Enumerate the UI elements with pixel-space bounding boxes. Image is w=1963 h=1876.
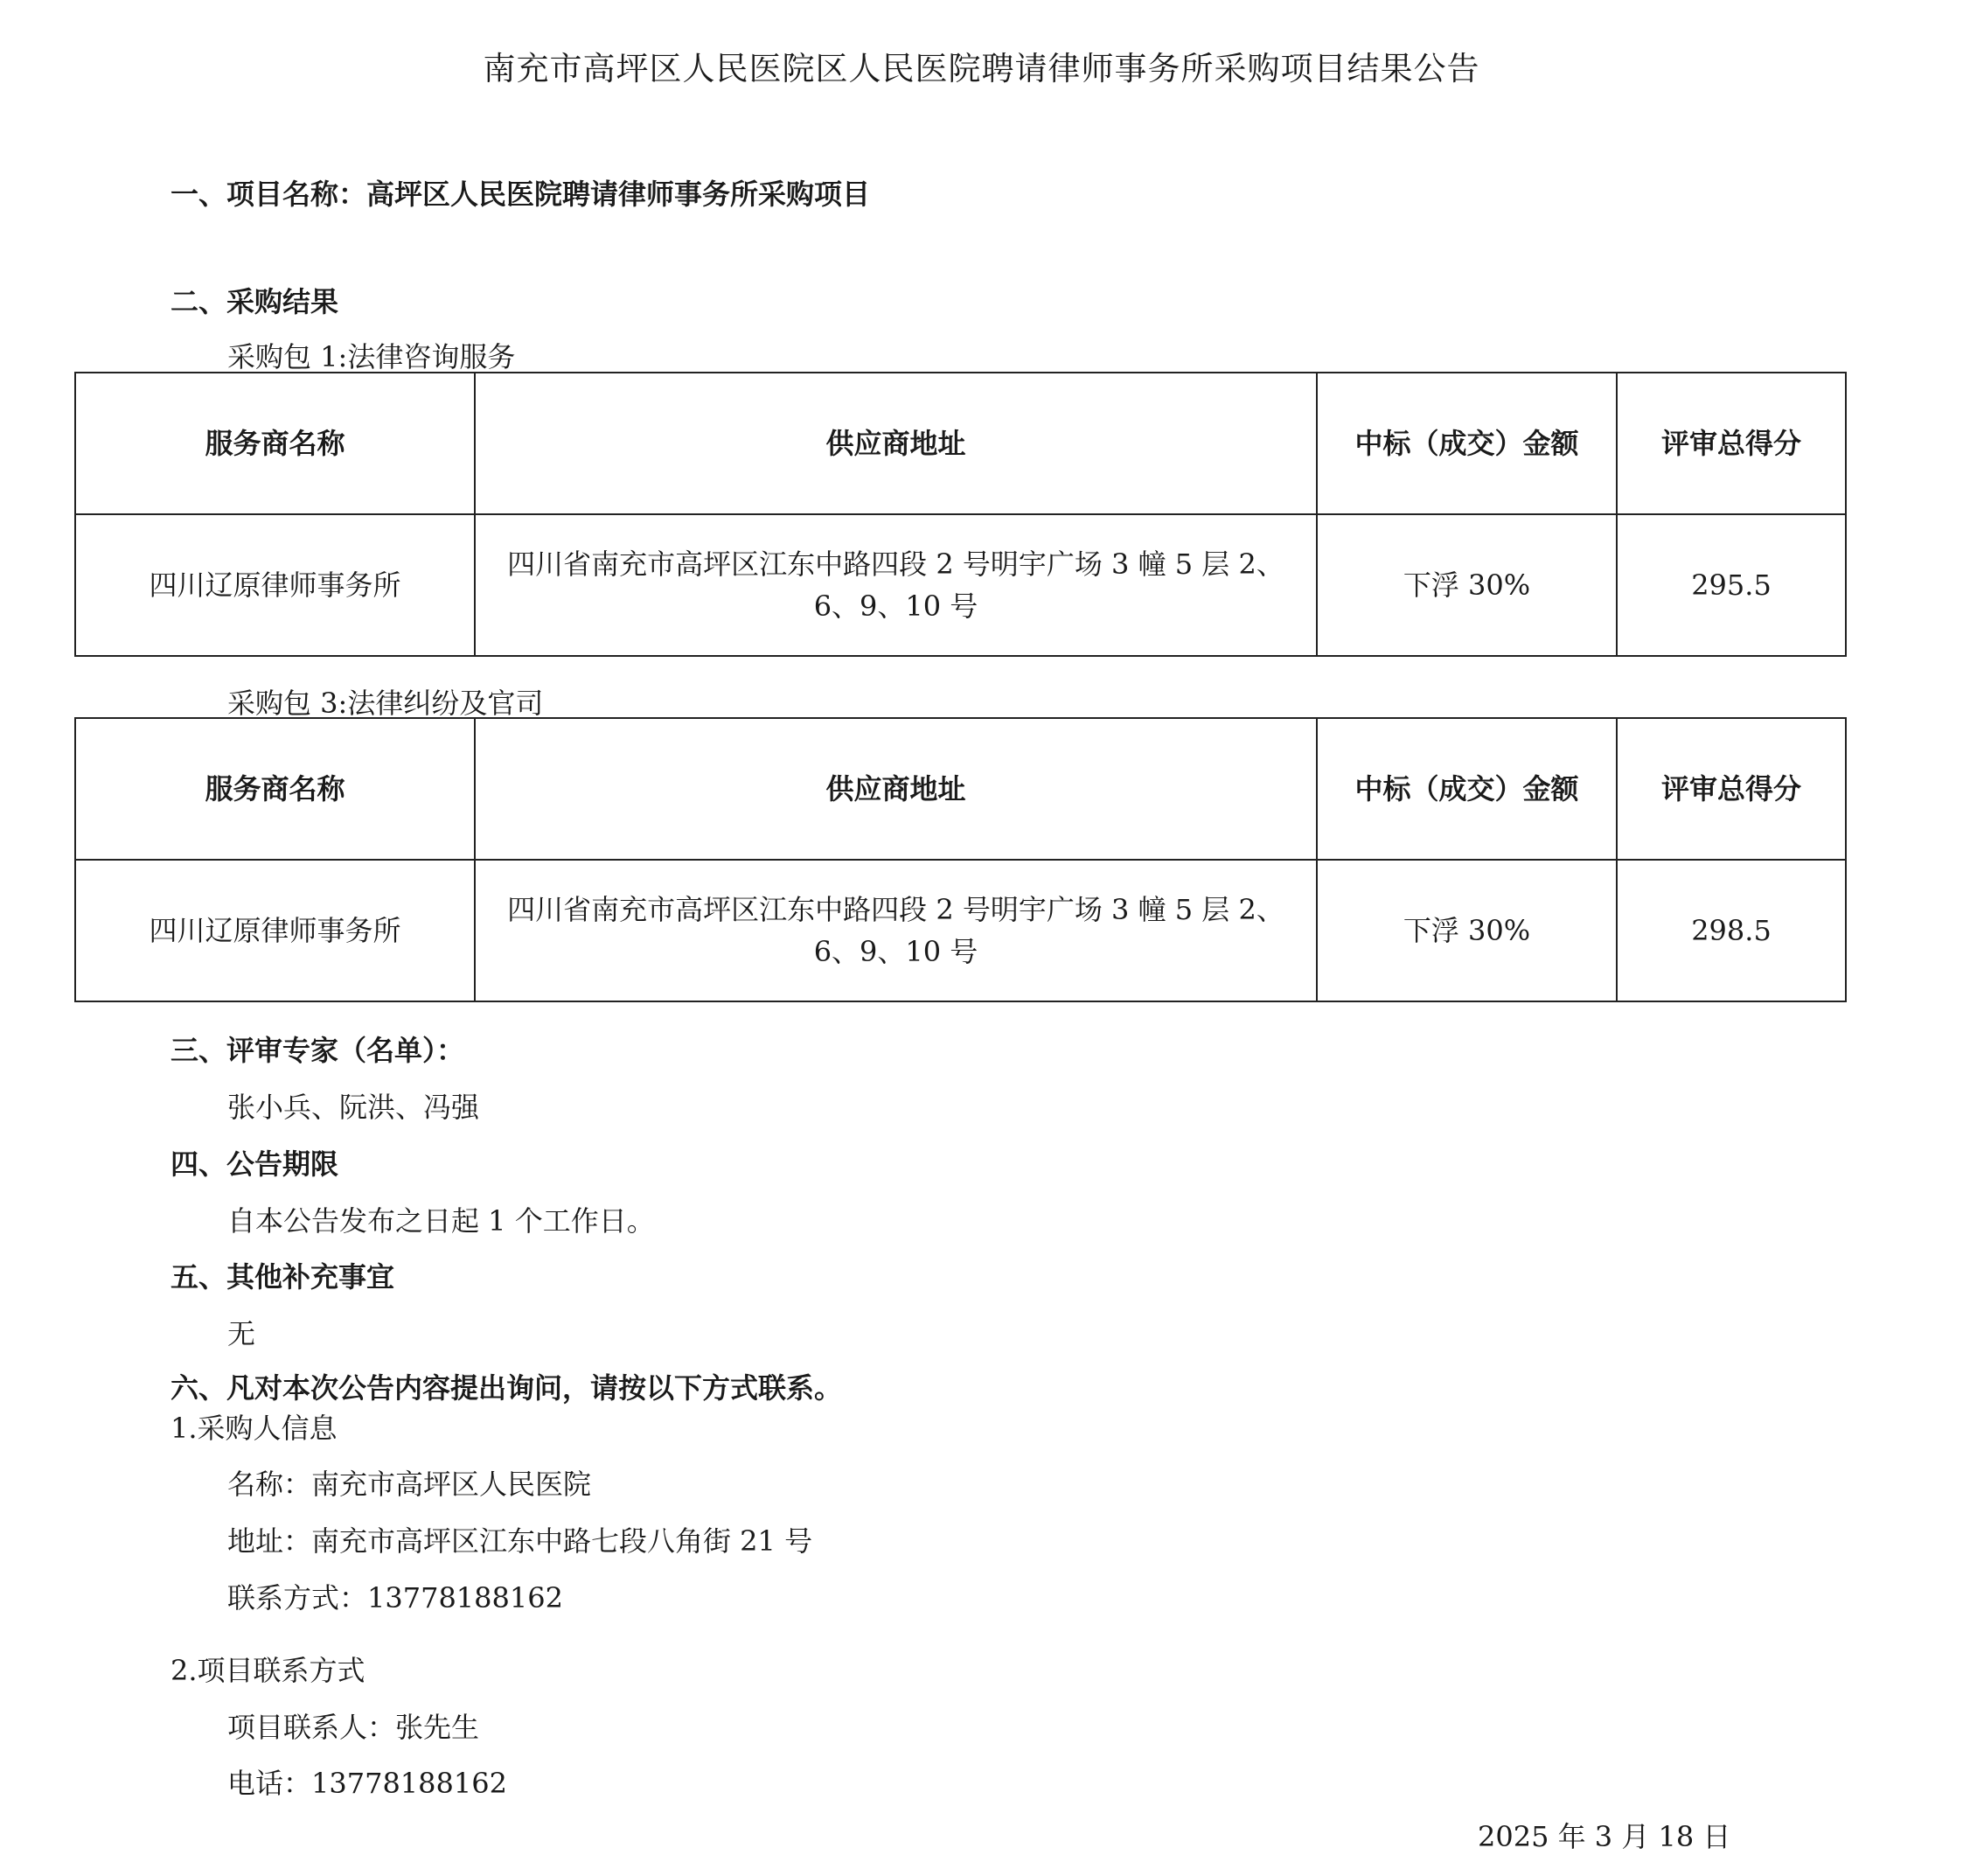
experts-list: 张小兵、阮洪、冯强 [227,1091,480,1124]
publish-date: 2025 年 3 月 18 日 [1478,1820,1731,1853]
header-vendor-name: 服务商名称 [75,373,475,514]
package-1-table [74,372,1847,657]
buyer-address: 地址：南充市高坪区江东中路七段八角街 21 号 [227,1524,813,1558]
section-project-name: 一、项目名称：高坪区人民医院聘请律师事务所采购项目 [171,178,871,211]
total-score: 295.5 [1617,514,1846,656]
vendor-address: 四川省南充市高坪区江东中路四段 2 号明宇广场 3 幢 5 层 2、6、9、10 号 [475,860,1317,1001]
other-matters: 无 [227,1317,256,1350]
section-other-heading: 五、其他补充事宜 [171,1260,395,1294]
buyer-name: 名称：南充市高坪区人民医院 [227,1468,592,1501]
page-title: 南充市高坪区人民医院区人民医院聘请律师事务所采购项目结果公告 [483,50,1480,87]
vendor-address: 四川省南充市高坪区江东中路四段 2 号明宇广场 3 幢 5 层 2、6、9、10 号 [475,514,1317,656]
header-bid-amount: 中标（成交）金额 [1317,373,1617,514]
project-contact-person: 项目联系人：张先生 [227,1711,480,1744]
header-total-score: 评审总得分 [1617,373,1846,514]
section-results-heading: 二、采购结果 [171,285,339,318]
header-vendor-name: 服务商名称 [75,718,475,860]
header-vendor-address: 供应商地址 [475,373,1317,514]
project-contact-heading: 2.项目联系方式 [171,1654,365,1687]
table-header-row [75,373,1846,514]
table-row [75,860,1846,1001]
package-3-table [74,717,1847,1002]
package-1-label: 采购包 1:法律咨询服务 [227,340,516,373]
section-experts-heading: 三、评审专家（名单）： [171,1034,465,1067]
header-vendor-address: 供应商地址 [475,718,1317,860]
table-row [75,514,1846,656]
header-total-score: 评审总得分 [1617,718,1846,860]
vendor-name: 四川辽原律师事务所 [75,860,475,1001]
bid-amount: 下浮 30% [1317,514,1617,656]
bid-amount: 下浮 30% [1317,860,1617,1001]
package-3-label: 采购包 3:法律纠纷及官司 [227,687,544,720]
table-header-row [75,718,1846,860]
total-score: 298.5 [1617,860,1846,1001]
buyer-info-heading: 1.采购人信息 [171,1412,338,1445]
buyer-contact: 联系方式：13778188162 [227,1581,563,1614]
notice-period: 自本公告发布之日起 1 个工作日。 [227,1204,655,1238]
section-period-heading: 四、公告期限 [171,1147,339,1181]
vendor-name: 四川辽原律师事务所 [75,514,475,656]
header-bid-amount: 中标（成交）金额 [1317,718,1617,860]
section-contact-heading: 六、凡对本次公告内容提出询问，请按以下方式联系。 [171,1371,843,1405]
project-contact-phone: 电话：13778188162 [227,1767,507,1800]
